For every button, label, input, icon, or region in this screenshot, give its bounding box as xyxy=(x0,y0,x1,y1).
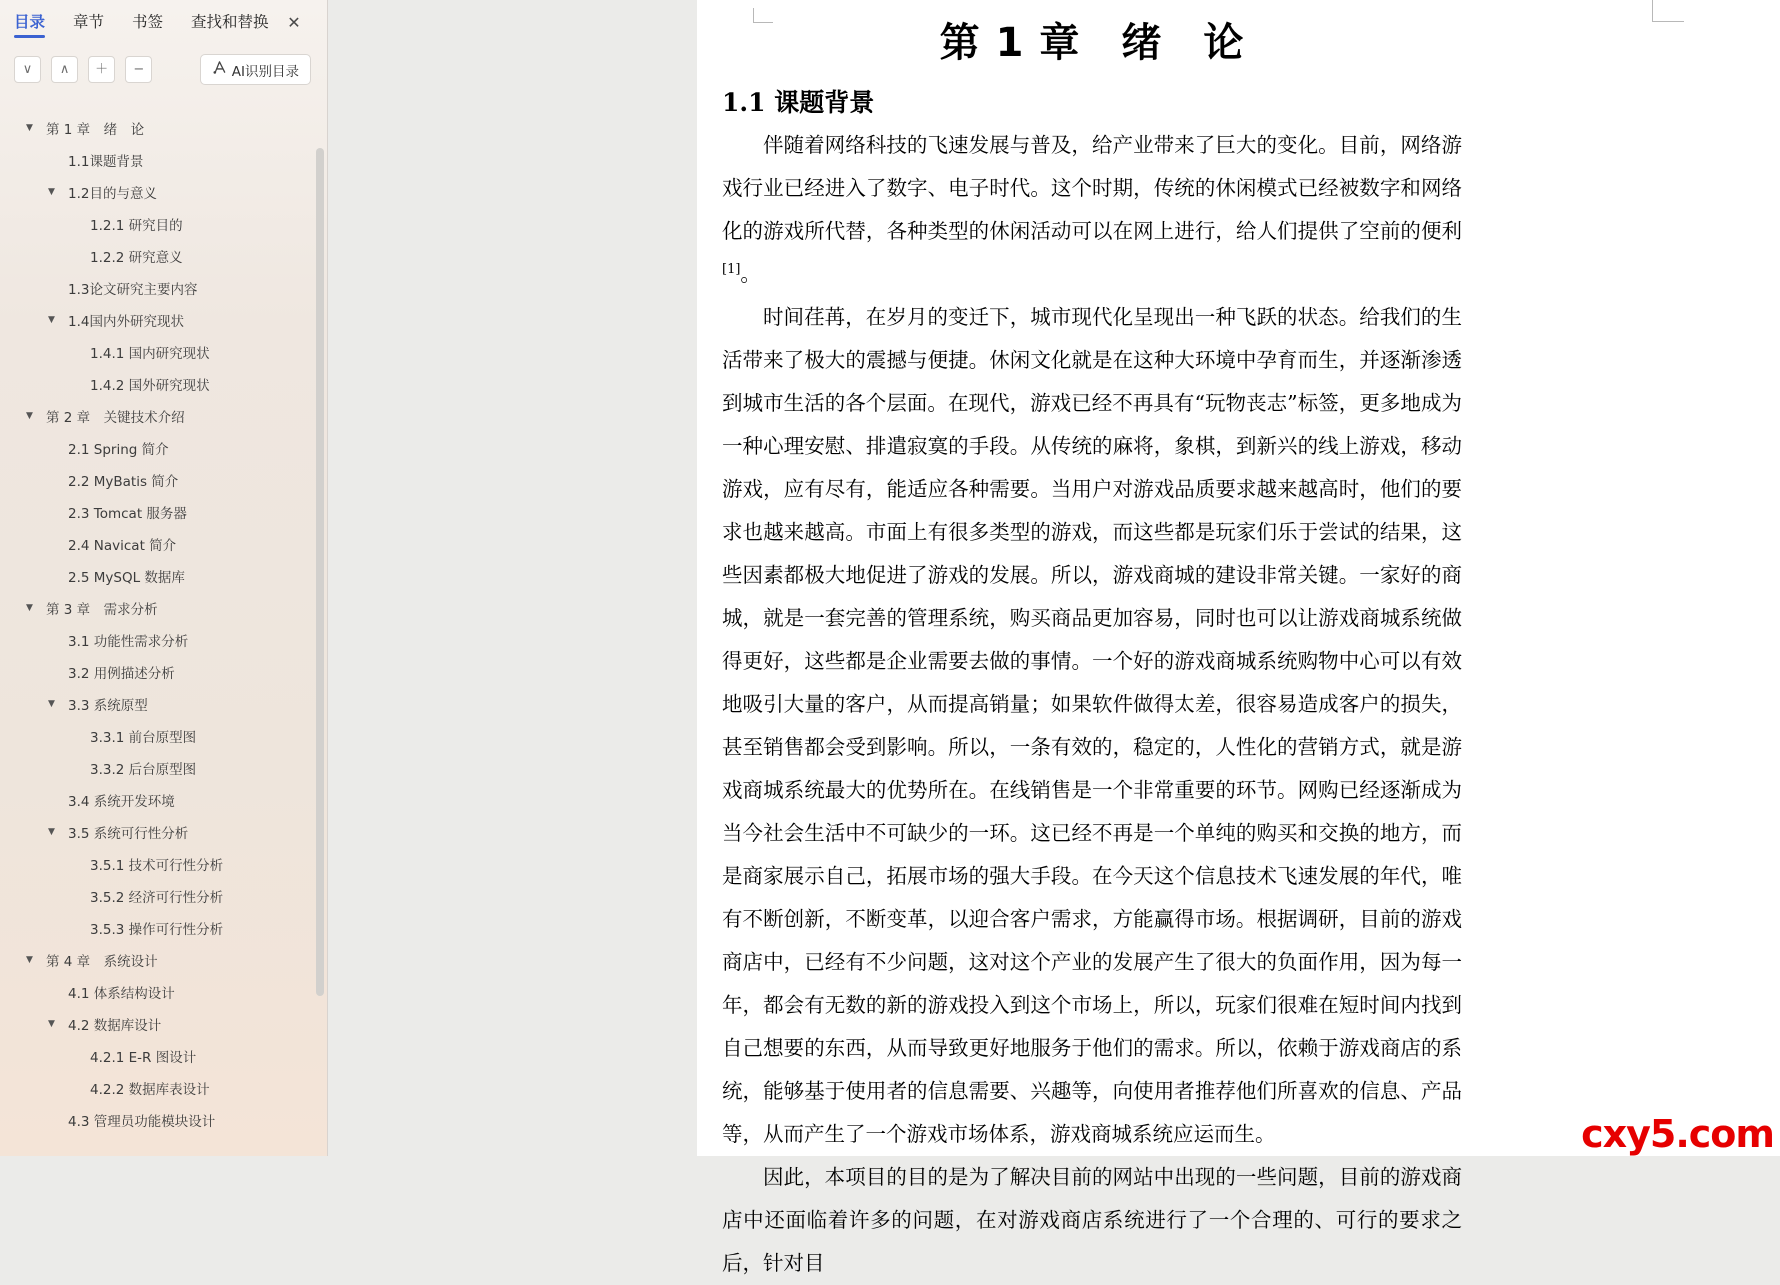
expand-arrow-icon[interactable]: ▼ xyxy=(48,699,55,709)
document-content xyxy=(722,0,1462,1285)
toc-item-label: 1.3论文研究主要内容 xyxy=(68,282,198,298)
toc-item-label: 第 4 章 系统设计 xyxy=(46,954,158,970)
toc-item-label: 第 2 章 关键技术介绍 xyxy=(46,410,185,426)
toc-item-label: 3.5.3 操作可行性分析 xyxy=(90,922,224,938)
collapse-all-button[interactable] xyxy=(14,56,41,83)
toc-item[interactable] xyxy=(0,592,317,624)
chevron-down-icon: ∨ xyxy=(22,62,33,77)
toc-item[interactable] xyxy=(0,240,317,272)
toc-item[interactable] xyxy=(0,944,317,976)
toc-item-label: 1.2.1 研究目的 xyxy=(90,218,183,234)
toc-item[interactable] xyxy=(0,880,317,912)
toc-item[interactable] xyxy=(0,208,317,240)
toc-item[interactable] xyxy=(0,1104,317,1136)
toc-item[interactable] xyxy=(0,624,317,656)
toc-item[interactable] xyxy=(0,144,317,176)
toc-item-label: 3.3.1 前台原型图 xyxy=(90,730,197,746)
toc-item[interactable] xyxy=(0,656,317,688)
ai-icon xyxy=(212,60,227,79)
chapter-title: 第 1 章 绪 论 xyxy=(939,20,1245,66)
toc-item-label: 3.5 系统可行性分析 xyxy=(68,826,189,842)
expand-arrow-icon[interactable]: ▼ xyxy=(48,315,55,325)
toc-item[interactable] xyxy=(0,112,317,144)
toc-item-label: 1.2.2 研究意义 xyxy=(90,250,183,266)
toc-item[interactable] xyxy=(0,560,317,592)
paragraph-3: 因此，本项目的目的是为了解决目前的网站中出现的一些问题，目前的游戏商店中还面临着许多的问题，在对游戏商店系统进行了一个合理的、可行的要求之后，针对目 xyxy=(722,1165,1462,1275)
toc-item[interactable] xyxy=(0,432,317,464)
toc-item[interactable] xyxy=(0,400,317,432)
toc-item-label: 1.2目的与意义 xyxy=(68,186,157,202)
toc-item-label: 3.2 用例描述分析 xyxy=(68,666,175,682)
toc-item-label: 2.4 Navicat 简介 xyxy=(68,538,177,554)
toc-item[interactable] xyxy=(0,688,317,720)
expand-arrow-icon[interactable]: ▼ xyxy=(26,955,33,965)
toc-item-label: 2.5 MySQL 数据库 xyxy=(68,570,185,586)
expand-arrow-icon[interactable]: ▼ xyxy=(26,123,33,133)
toc-item[interactable] xyxy=(0,464,317,496)
toc-item-label: 1.4.1 国内研究现状 xyxy=(90,346,210,362)
paragraph-1 xyxy=(722,124,1462,296)
paragraph-1-text: 伴随着网络科技的飞速发展与普及，给产业带来了巨大的变化。目前，网络游戏行业已经进入了数字、电子时代。这个时期，传统的休闲模式已经被数字和网络化的游戏所代替，各种类型的休闲活动可以在网上进行，给人们提供了空前的便利 xyxy=(722,133,1462,243)
toc-item[interactable] xyxy=(0,176,317,208)
toc-item-label: 第 1 章 绪 论 xyxy=(46,122,145,138)
toc-item-label: 1.1课题背景 xyxy=(68,154,144,170)
toc-panel xyxy=(0,0,328,1156)
expand-arrow-icon[interactable]: ▼ xyxy=(48,827,55,837)
toc-item-label: 第 3 章 需求分析 xyxy=(46,602,158,618)
zoom-in-button[interactable] xyxy=(88,56,115,83)
toc-item[interactable] xyxy=(0,784,317,816)
toc-item[interactable] xyxy=(0,528,317,560)
toc-item[interactable] xyxy=(0,368,317,400)
body-text xyxy=(722,124,1462,1285)
close-panel-icon[interactable]: ✕ xyxy=(287,13,301,32)
toc-item-label: 4.3 管理员功能模块设计 xyxy=(68,1114,216,1130)
toc-item-label: 3.1 功能性需求分析 xyxy=(68,634,189,650)
toc-item-label: 3.3.2 后台原型图 xyxy=(90,762,197,778)
toc-item[interactable] xyxy=(0,752,317,784)
chevron-up-icon: ∧ xyxy=(59,62,70,77)
toc-item-label: 3.4 系统开发环境 xyxy=(68,794,175,810)
toc-item[interactable] xyxy=(0,1040,317,1072)
document-page xyxy=(697,0,1780,1275)
tab-chapters[interactable]: 章节 xyxy=(73,13,105,31)
toc-item-label: 4.1 体系结构设计 xyxy=(68,986,175,1002)
toc-item[interactable] xyxy=(0,304,317,336)
toc-item-label: 1.4.2 国外研究现状 xyxy=(90,378,210,394)
toc-item-label: 3.5.1 技术可行性分析 xyxy=(90,858,224,874)
toc-item[interactable] xyxy=(0,976,317,1008)
toc-item[interactable] xyxy=(0,1008,317,1040)
paragraph-2: 时间荏苒，在岁月的变迁下，城市现代化呈现出一种飞跃的状态。给我们的生活带来了极大的震撼与便捷。休闲文化就是在这种大环境中孕育而生，并逐渐渗透到城市生活的各个层面。在现代，游戏已经不再具有“玩物丧志”标签，更多地成为一种心理安慰、排遣寂寞的手段。从传统的麻将，象棋，到新兴的线上游戏，移动游戏，应有尽有，能适应各种需要。当用户对游戏品质要求越来越高时，他们的要求也越来越高。市面上有很多类型的游戏，而这些都是玩家们乐于尝试的结果，这些因素都极大地促进了游戏的发展。所以，游戏商城的建设非常关键。一家好的商城，就是一套完善的管理系统，购买商品更加容易，同时也可以让游戏商城系统做得更好，这些都是企业需要去做的事情。一个好的游戏商城系统购物中心可以有效地吸引大量的客户，从而提高销量；如果软件做得太差，很容易造成客户的损失，甚至销售都会受到影响。所以，一条有效的，稳定的，人性化的营销方式，就是游戏商城系统最大的优势所在。在线销售是一个非常重要的环节。网购已经逐渐成为当今社会生活中不可缺少的一环。这已经不再是一个单纯的购买和交换的地方，而是商家展示自己，拓展市场的强大手段。在今天这个信息技术飞速发展的年代，唯有不断创新，不断变革，以迎合客户需求，方能赢得市场。根据调研，目前的游戏商店中，已经有不少问题，这对这个产业的发展产生了很大的负面作用，因为每一年，都会有无数的新的游戏投入到这个市场上，所以，玩家们很难在短时间内找到自己想要的东西，从而导致更好地服务于他们的需求。所以，依赖于游戏商店的系统，能够基于使用者的信息需要、兴趣等，向使用者推荐他们所喜欢的信息、产品等，从而产生了一个游戏市场体系，游戏商城系统应运而生。 xyxy=(722,305,1462,1146)
toc-item-label: 2.3 Tomcat 服务器 xyxy=(68,506,187,522)
toc-item[interactable] xyxy=(0,816,317,848)
expand-arrow-icon[interactable]: ▼ xyxy=(26,603,33,613)
ai-recognize-toc-button[interactable] xyxy=(200,54,311,85)
paragraph-1-tail: 。 xyxy=(740,262,761,286)
toc-tree xyxy=(0,112,317,1136)
toc-toolbar xyxy=(14,56,313,86)
toc-item-label: 1.4国内外研究现状 xyxy=(68,314,184,330)
expand-arrow-icon[interactable]: ▼ xyxy=(48,1019,55,1029)
toc-item-label: 2.2 MyBatis 简介 xyxy=(68,474,179,490)
panel-tabs xyxy=(14,10,269,38)
expand-arrow-icon[interactable]: ▼ xyxy=(26,411,33,421)
minus-icon: − xyxy=(133,62,145,77)
toc-item[interactable] xyxy=(0,848,317,880)
toc-item[interactable] xyxy=(0,720,317,752)
document-viewer xyxy=(329,0,1780,1275)
toc-item[interactable] xyxy=(0,496,317,528)
toc-item-label: 2.1 Spring 简介 xyxy=(68,442,169,458)
toc-item[interactable] xyxy=(0,912,317,944)
expand-all-button[interactable] xyxy=(51,56,78,83)
toc-item[interactable] xyxy=(0,272,317,304)
zoom-out-button[interactable] xyxy=(125,56,152,83)
toc-item[interactable] xyxy=(0,336,317,368)
citation-ref: [1] xyxy=(722,262,741,278)
tab-bookmarks[interactable]: 书签 xyxy=(132,13,164,31)
page-margin-mark-right xyxy=(1652,0,1684,22)
toc-item[interactable] xyxy=(0,1072,317,1104)
tab-find-replace[interactable]: 查找和替换 xyxy=(191,13,269,31)
tab-contents[interactable]: 目录 xyxy=(14,10,45,38)
toc-item-label: 3.3 系统原型 xyxy=(68,698,148,714)
toc-item-label: 4.2.1 E-R 图设计 xyxy=(90,1050,197,1066)
watermark: cxy5.com xyxy=(1581,1112,1774,1156)
toc-item-label: 4.2.2 数据库表设计 xyxy=(90,1082,210,1098)
expand-arrow-icon[interactable]: ▼ xyxy=(48,187,55,197)
toc-item-label: 4.2 数据库设计 xyxy=(68,1018,162,1034)
toc-scrollbar-thumb[interactable] xyxy=(316,148,324,996)
section-heading: 1.1 课题背景 xyxy=(722,88,875,117)
plus-icon: ＋ xyxy=(95,62,109,77)
toc-item-label: 3.5.2 经济可行性分析 xyxy=(90,890,224,906)
ai-recognize-toc-label: AI识别目录 xyxy=(231,63,299,80)
